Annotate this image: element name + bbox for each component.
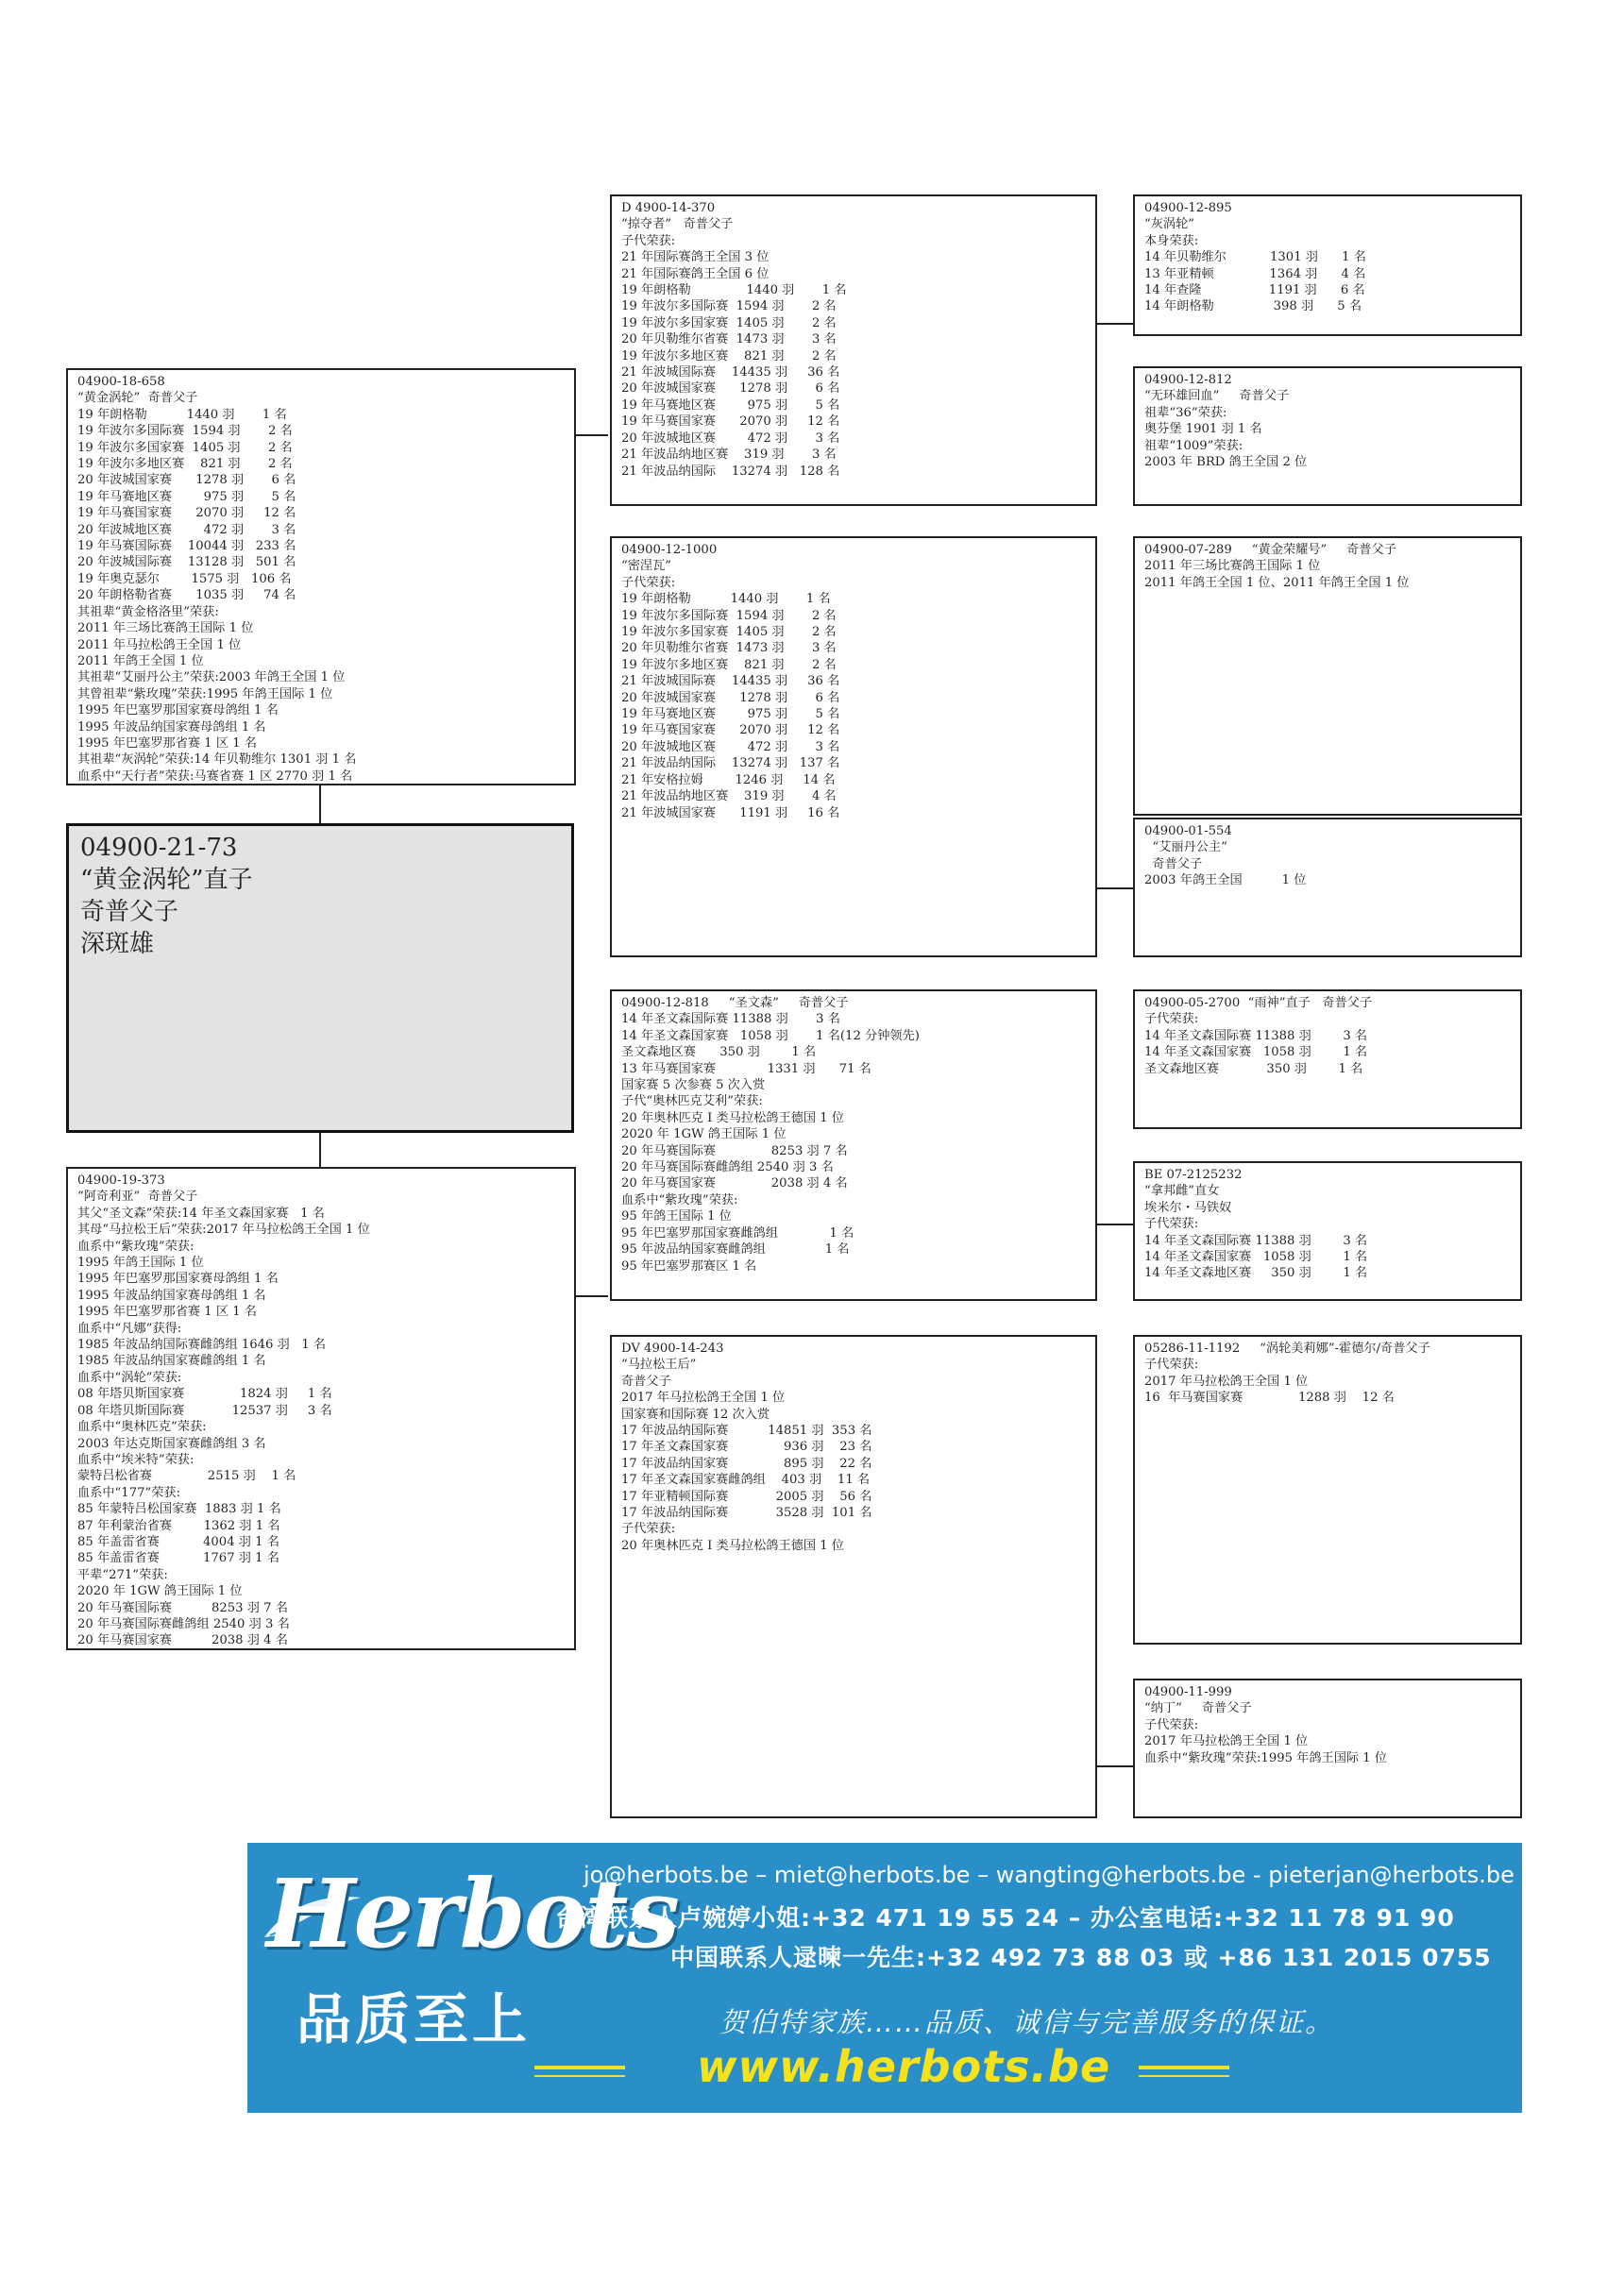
ring-number: DV 4900-14-243 — [621, 1342, 724, 1356]
pedigree-line: 2017 年马拉松鸽王全国 1 位 — [1144, 1374, 1309, 1389]
pedigree-line: 奇普父子 — [621, 1374, 671, 1389]
subject-ring: 04900-21-73 — [80, 834, 238, 862]
banner-motto: 贺伯特家族……品质、诚信与完善服务的保证。 — [719, 2006, 1335, 2038]
pedigree-line: 95 年鸽王国际 1 位 — [621, 1209, 732, 1224]
pedigree-line: 子代荣获: — [1144, 1012, 1199, 1027]
pedigree-line: “密涅瓦” — [621, 559, 672, 574]
pedigree-line: 子代荣获: — [621, 233, 676, 248]
pedigree-line: 20 年波城地区赛 472 羽 3 名 — [621, 739, 840, 754]
pedigree-line: 2017 年马拉松鸽王全国 1 位 — [1144, 1734, 1309, 1749]
pedigree-line: 血系中“紫玫瑰”荣获:1995 年鸽王国际 1 位 — [1144, 1750, 1388, 1765]
pedigree-line: 圣文森地区赛 350 羽 1 名 — [1144, 1061, 1363, 1076]
ss-dam-box — [1133, 366, 1522, 506]
connector-sd-branch — [1095, 887, 1133, 889]
ring-number: 04900-07-289 “黄金荣耀号” 奇普父子 — [1144, 543, 1396, 557]
pedigree-line: 95 年波品纳国家赛雌鸽组 1 名 — [621, 1242, 850, 1258]
pedigree-line: 20 年贝勒维尔省赛 1473 羽 3 名 — [621, 332, 837, 347]
subject-name: “黄金涡轮”直子 — [80, 866, 253, 894]
ring-number: 04900-12-812 — [1144, 373, 1232, 387]
pedigree-line: 21 年波品纳国际 13274 羽 137 名 — [621, 756, 840, 771]
connector-subject-sire — [319, 785, 321, 823]
pedigree-line: 子代荣获: — [621, 1522, 676, 1537]
pedigree-line: 20 年马赛国际赛 8253 羽 7 名 — [621, 1143, 848, 1158]
sd-sire-box — [1133, 536, 1522, 816]
pedigree-line: 14 年圣文森国家赛 1058 羽 1 名 — [1144, 1250, 1368, 1265]
ring-number: BE 07-2125232 — [1144, 1168, 1243, 1182]
pedigree-line: “掠夺者” 奇普父子 — [621, 217, 734, 232]
pedigree-line: 20 年贝勒维尔省赛 1473 羽 3 名 — [621, 641, 837, 656]
pedigree-line: 19 年波尔多国家赛 1405 羽 2 名 — [621, 625, 837, 640]
dd-sire-box — [1133, 1335, 1522, 1645]
pedigree-line: 21 年国际赛鸽王全国 6 位 — [621, 266, 770, 281]
pedigree-line: 14 年圣文森国家赛 1058 羽 1 名(12 分钟领先) — [621, 1028, 920, 1043]
pedigree-line: 19 年波尔多国际赛 1594 羽 2 名 — [621, 608, 837, 623]
pedigree-line: 85 年盖雷省赛 1767 羽 1 名 — [77, 1551, 279, 1566]
pedigree-line: 13 年马赛国家赛 1331 羽 71 名 — [621, 1061, 871, 1076]
dd-dam-box — [1133, 1679, 1522, 1818]
pedigree-line: 子代荣获: — [621, 575, 676, 590]
pedigree-line: 14 年圣文森国际赛 11388 羽 3 名 — [621, 1012, 840, 1027]
pedigree-line: 2003 年达克斯国家赛雌鸽组 3 名 — [77, 1436, 266, 1451]
pedigree-line: 2011 年三场比赛鸽王国际 1 位 — [77, 621, 254, 636]
sire-sire-box — [610, 194, 1097, 506]
pedigree-line: 其曾祖辈“紫玫瑰”荣获:1995 年鸽王国际 1 位 — [77, 686, 333, 701]
pedigree-line: 19 年马赛地区赛 975 羽 5 名 — [77, 489, 296, 504]
pedigree-line: 19 年波尔多地区赛 821 羽 2 名 — [621, 348, 837, 363]
ds-dam-box — [1133, 1161, 1522, 1301]
sire-dam-box — [610, 536, 1097, 957]
pedigree-line: 国家赛 5 次参赛 5 次入赏 — [621, 1078, 766, 1093]
pedigree-line: 1995 年波品纳国家赛母鸽组 1 名 — [77, 1288, 266, 1303]
pedigree-line: “纳丁” 奇普父子 — [1144, 1701, 1252, 1716]
pedigree-line: 其祖辈“灰涡轮”荣获:14 年贝勒维尔 1301 羽 1 名 — [77, 752, 357, 768]
pedigree-line: 1995 年巴塞罗那国家赛母鸽组 1 名 — [77, 703, 279, 718]
pedigree-line: 19 年马赛国家赛 2070 羽 12 名 — [621, 414, 840, 430]
ring-number: 04900-18-658 — [77, 375, 165, 389]
pedigree-line: 血系中“天行者”荣获:马赛省赛 1 区 2770 羽 1 名 — [77, 768, 353, 784]
ring-number: 05286-11-1192 “涡轮美莉娜”-霍德尔/奇普父子 — [1144, 1342, 1430, 1356]
sire-box — [66, 368, 576, 785]
ring-number: 04900-01-554 — [1144, 824, 1232, 838]
pedigree-line: 奥芬堡 1901 羽 1 名 — [1144, 422, 1262, 437]
pedigree-line: 子代荣获: — [1144, 1217, 1199, 1232]
pedigree-line: 20 年奥林匹克 I 类马拉松鸽王德国 1 位 — [621, 1110, 844, 1125]
pedigree-line: 21 年波城国际赛 14435 羽 36 名 — [621, 365, 840, 380]
pedigree-line: 19 年波尔多地区赛 821 羽 2 名 — [621, 657, 837, 672]
pedigree-line: 20 年马赛国际赛雌鸽组 2540 羽 3 名 — [77, 1616, 290, 1631]
pedigree-line: 19 年马赛地区赛 975 羽 5 名 — [621, 707, 840, 722]
pedigree-line: 血系中“涡轮”荣获: — [77, 1370, 182, 1385]
pedigree-line: 21 年国际赛鸽王全国 3 位 — [621, 250, 770, 265]
subject-color: 深斑雄 — [80, 930, 155, 958]
pedigree-line: 08 年塔贝斯国际赛 12537 羽 3 名 — [77, 1403, 332, 1418]
pedigree-line: 奇普父子 — [1144, 856, 1203, 871]
pedigree-line: 19 年奥克瑟尔 1575 羽 106 名 — [77, 571, 292, 586]
pedigree-line: 子代荣获: — [1144, 1358, 1199, 1373]
pedigree-line: 其祖辈“艾丽丹公主”荣获:2003 年鸽王全国 1 位 — [77, 670, 346, 685]
pedigree-line: 1995 年鸽王国际 1 位 — [77, 1256, 204, 1271]
pedigree-line: 2003 年 BRD 鸽王全国 2 位 — [1144, 455, 1308, 470]
dam-box — [66, 1167, 576, 1650]
pedigree-line: 20 年波城地区赛 472 羽 3 名 — [621, 430, 840, 446]
pedigree-line: 21 年波品纳国际 13274 羽 128 名 — [621, 464, 840, 479]
pedigree-line: 2011 年鸽王全国 1 位、2011 年鸽王全国 1 位 — [1144, 575, 1410, 590]
pedigree-line: 20 年朗格勒省赛 1035 羽 74 名 — [77, 588, 296, 603]
pedigree-line: 19 年朗格勒 1440 羽 1 名 — [621, 592, 831, 607]
pedigree-line: 85 年盖雷省赛 4004 羽 1 名 — [77, 1534, 279, 1549]
pedigree-line: 08 年塔贝斯国家赛 1824 羽 1 名 — [77, 1387, 332, 1402]
herbots-banner — [247, 1843, 1522, 2113]
ring-number: 04900-12-895 — [1144, 201, 1232, 215]
pedigree-line: 19 年波尔多国家赛 1405 羽 2 名 — [621, 315, 837, 330]
pedigree-line: 17 年波品纳国家赛 895 羽 22 名 — [621, 1456, 872, 1471]
pedigree-line: 2011 年马拉松鸽王全国 1 位 — [77, 637, 242, 652]
pedigree-line: 埃米尔・马铁奴 — [1144, 1200, 1232, 1215]
connector-dd-branch — [1095, 1765, 1133, 1767]
pedigree-line: 19 年朗格勒 1440 羽 1 名 — [621, 283, 847, 298]
pedigree-line: 85 年蒙特吕松国家赛 1883 羽 1 名 — [77, 1502, 281, 1517]
pedigree-line: 14 年朗格勒 398 羽 5 名 — [1144, 299, 1362, 314]
pedigree-line: 子代“奥林匹克艾利”荣获: — [621, 1094, 763, 1109]
pedigree-line: 19 年马赛国家赛 2070 羽 12 名 — [621, 723, 840, 738]
pedigree-line: 16 年马赛国家赛 1288 羽 12 名 — [1144, 1391, 1395, 1406]
ring-number: 04900-05-2700 “雨神”直子 奇普父子 — [1144, 996, 1373, 1010]
pedigree-line: 2003 年鸽王全国 1 位 — [1144, 873, 1307, 888]
pedigree-line: 20 年马赛国际赛 8253 羽 7 名 — [77, 1600, 288, 1615]
pedigree-line: 14 年圣文森国际赛 11388 羽 3 名 — [1144, 1028, 1368, 1043]
pedigree-line: “拿邦雌”直女 — [1144, 1184, 1220, 1199]
contact-china: 中国联系人逯暕一先生:+32 492 73 88 03 或 +86 131 2015 0755 — [670, 1944, 1492, 1971]
subject-breeder: 奇普父子 — [80, 898, 179, 926]
pedigree-line: 20 年波城国际赛 13128 羽 501 名 — [77, 555, 296, 570]
pedigree-line: “灰涡轮” — [1144, 217, 1195, 232]
pedigree-line: 20 年波城国家赛 1278 羽 6 名 — [77, 473, 296, 488]
pedigree-line: 平辈“271”荣获: — [77, 1567, 168, 1582]
pedigree-line: 95 年巴塞罗那赛区 1 名 — [621, 1258, 757, 1274]
connector-ds-branch — [1095, 1224, 1133, 1225]
pedigree-line: 20 年波城国家赛 1278 羽 6 名 — [621, 690, 840, 705]
pedigree-line: 2011 年鸽王全国 1 位 — [77, 653, 204, 668]
banner-slogan: 品质至上 — [296, 1987, 532, 2051]
pedigree-line: 87 年利蒙治省赛 1362 羽 1 名 — [77, 1518, 280, 1533]
pedigree-line: 19 年波尔多国际赛 1594 羽 2 名 — [621, 299, 837, 314]
website-link[interactable]: www.herbots.be — [697, 2041, 1111, 2092]
pedigree-line: 14 年贝勒维尔 1301 羽 1 名 — [1144, 250, 1366, 265]
pedigree-line: 21 年波品纳地区赛 319 羽 4 名 — [621, 789, 837, 804]
pedigree-line: 20 年波城地区赛 472 羽 3 名 — [77, 522, 296, 537]
web-deco-left-thin — [534, 2075, 625, 2077]
pedigree-line: 其父“圣文森”荣获:14 年圣文森国家赛 1 名 — [77, 1206, 325, 1221]
pedigree-line: 血系中“凡娜”获得: — [77, 1321, 182, 1336]
herbots-logo: Herbots — [266, 1858, 678, 1969]
pedigree-line: 14 年圣文森地区赛 350 羽 1 名 — [1144, 1266, 1368, 1281]
pedigree-line: 17 年圣文森国家赛 936 羽 23 名 — [621, 1440, 872, 1455]
pedigree-line: 19 年波尔多地区赛 821 羽 2 名 — [77, 457, 293, 472]
pedigree-line: 国家赛和国际赛 12 次入赏 — [621, 1407, 770, 1422]
pedigree-line: 20 年马赛国家赛 2038 羽 4 名 — [621, 1176, 848, 1191]
pedigree-line: “黄金涡轮” 奇普父子 — [77, 391, 198, 406]
pedigree-line: 19 年波尔多国家赛 1405 羽 2 名 — [77, 440, 293, 455]
ds-sire-box — [1133, 989, 1522, 1129]
pedigree-line: 21 年波城国家赛 1191 羽 16 名 — [621, 805, 840, 820]
web-deco-left — [534, 2066, 625, 2069]
pedigree-line: “阿奇利亚” 奇普父子 — [77, 1190, 198, 1205]
pedigree-line: 19 年波尔多国际赛 1594 羽 2 名 — [77, 424, 293, 439]
pedigree-line: 14 年圣文森国际赛 11388 羽 3 名 — [1144, 1233, 1368, 1248]
pedigree-line: 1995 年巴塞罗那国家赛母鸽组 1 名 — [77, 1272, 279, 1287]
subject-pigeon-box — [66, 823, 574, 1133]
web-deco-right — [1139, 2066, 1229, 2069]
pedigree-line: “无环雄回血” 奇普父子 — [1144, 389, 1290, 404]
pedigree-line: “马拉松王后” — [621, 1358, 697, 1373]
web-deco-right-thin — [1139, 2075, 1229, 2077]
pedigree-line: 20 年波城国家赛 1278 羽 6 名 — [621, 381, 840, 397]
connector-sire-branch — [574, 434, 608, 436]
pedigree-line: 血系中“177”荣获: — [77, 1485, 181, 1500]
pedigree-line: 血系中“奥林匹克”荣获: — [77, 1420, 207, 1435]
pedigree-line: 血系中“埃米特”荣获: — [77, 1452, 195, 1467]
connector-dam-branch — [574, 1295, 608, 1297]
pedigree-line: 19 年马赛地区赛 975 羽 5 名 — [621, 397, 840, 413]
ring-number: 04900-12-1000 — [621, 543, 718, 557]
pedigree-line: 其祖辈“黄金格洛里”荣获: — [77, 604, 219, 619]
pedigree-line: 95 年巴塞罗那国家赛雌鸽组 1 名 — [621, 1225, 854, 1241]
pedigree-line: 20 年马赛国家赛 2038 羽 4 名 — [77, 1633, 288, 1648]
pedigree-line: 1995 年巴塞罗那省赛 1 区 1 名 — [77, 735, 257, 751]
contact-taiwan: 台湾联系人卢婉婷小姐:+32 471 19 55 24 – 办公室电话:+32 11 78 91 90 — [555, 1904, 1455, 1932]
pedigree-line: 1985 年波品纳国际赛雌鸽组 1646 羽 1 名 — [77, 1338, 327, 1353]
pedigree-line: 本身荣获: — [1144, 233, 1199, 248]
pedigree-line: 21 年波品纳地区赛 319 羽 3 名 — [621, 447, 837, 463]
pedigree-line: 2017 年马拉松鸽王全国 1 位 — [621, 1391, 786, 1406]
pedigree-line: 祖辈“1009”荣获: — [1144, 438, 1243, 453]
pedigree-line: 血系中“紫玫瑰”荣获: — [621, 1192, 738, 1207]
sd-dam-box — [1133, 818, 1522, 957]
pedigree-line: 2020 年 1GW 鸽王国际 1 位 — [77, 1584, 243, 1599]
pedigree-line: 血系中“紫玫瑰”荣获: — [77, 1239, 195, 1254]
ring-number: 04900-12-818 “圣文森” 奇普父子 — [621, 996, 849, 1010]
ss-sire-box — [1133, 194, 1522, 336]
pedigree-line: 14 年查隆 1191 羽 6 名 — [1144, 283, 1365, 298]
pedigree-line: 祖辈“36”荣获: — [1144, 405, 1227, 420]
pedigree-line: 1995 年巴塞罗那省赛 1 区 1 名 — [77, 1305, 257, 1320]
pedigree-line: 2011 年三场比赛鸽王国际 1 位 — [1144, 559, 1321, 574]
pedigree-line: 圣文森地区赛 350 羽 1 名 — [621, 1045, 817, 1060]
pedigree-line: 19 年朗格勒 1440 羽 1 名 — [77, 407, 287, 422]
pedigree-line: 21 年波城国际赛 14435 羽 36 名 — [621, 674, 840, 689]
connector-subject-dam — [319, 1133, 321, 1167]
pedigree-line: 13 年亚精顿 1364 羽 4 名 — [1144, 266, 1366, 281]
pedigree-line: 19 年马赛国家赛 2070 羽 12 名 — [77, 506, 296, 521]
pedigree-line: 1985 年波品纳国家赛雌鸽组 1 名 — [77, 1354, 266, 1369]
pedigree-line: 蒙特吕松省赛 2515 羽 1 名 — [77, 1469, 296, 1484]
pedigree-line: 1995 年波品纳国家赛母鸽组 1 名 — [77, 719, 266, 734]
pedigree-line: 其母“马拉松王后”荣获:2017 年马拉松鸽王全国 1 位 — [77, 1223, 370, 1238]
pedigree-line: 20 年奥林匹克 I 类马拉松鸽王德国 1 位 — [621, 1538, 844, 1553]
ring-number: 04900-19-373 — [77, 1173, 165, 1188]
pedigree-line: 14 年圣文森国家赛 1058 羽 1 名 — [1144, 1045, 1368, 1060]
pedigree-line: 2020 年 1GW 鸽王国际 1 位 — [621, 1127, 787, 1142]
dam-sire-box — [610, 989, 1097, 1301]
pedigree-line: 子代荣获: — [1144, 1717, 1199, 1732]
pedigree-line: 17 年波品纳国际赛 3528 羽 101 名 — [621, 1506, 872, 1521]
pedigree-line: “艾丽丹公主” — [1144, 840, 1227, 855]
ring-number: D 4900-14-370 — [621, 201, 716, 215]
pedigree-line: 17 年圣文森国家赛雌鸽组 403 羽 11 名 — [621, 1473, 871, 1488]
dam-dam-box — [610, 1335, 1097, 1818]
ring-number: 04900-11-999 — [1144, 1685, 1232, 1699]
pedigree-line: 17 年亚精顿国际赛 2005 羽 56 名 — [621, 1489, 872, 1504]
pedigree-line: 17 年波品纳国际赛 14851 羽 353 名 — [621, 1424, 872, 1439]
pedigree-line: 21 年安格拉姆 1246 羽 14 名 — [621, 772, 836, 787]
pedigree-line: 20 年马赛国际赛雌鸽组 2540 羽 3 名 — [621, 1160, 834, 1175]
pedigree-line: 19 年马赛国际赛 10044 羽 233 名 — [77, 539, 296, 554]
contact-emails[interactable]: jo@herbots.be – miet@herbots.be – wangting@herbots.be - pieterjan@herbots.be — [584, 1862, 1514, 1888]
connector-ss-branch — [1095, 323, 1133, 325]
